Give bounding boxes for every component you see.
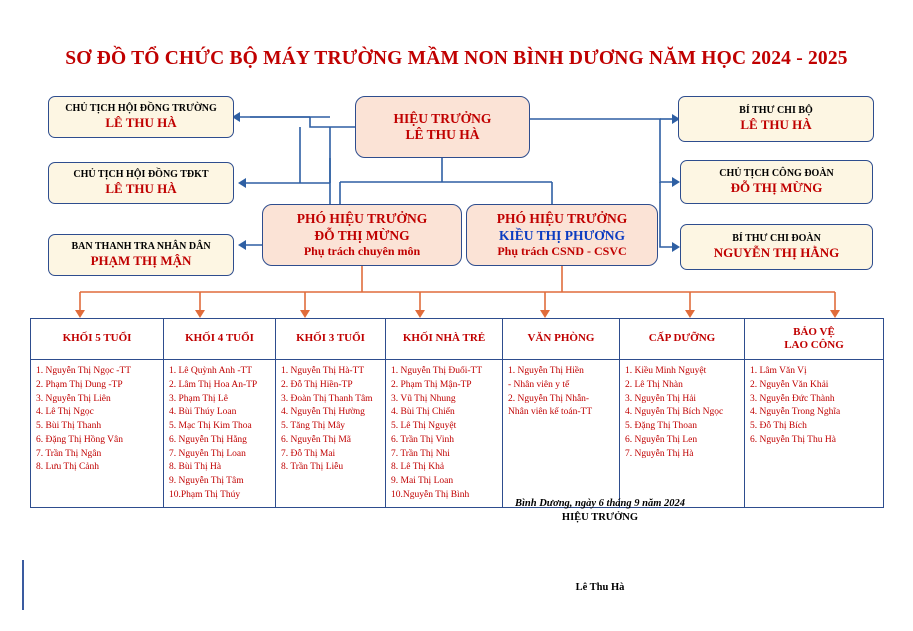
box-school-council-chair[interactable]: [48, 96, 234, 138]
list-item: 3. Phạm Thị Lê: [169, 393, 228, 404]
list-item: 1. Lê Quỳnh Anh -TT: [169, 366, 253, 376]
list-item: 4. Lê Thị Ngọc: [36, 407, 94, 418]
table-header-cell: BẢO VỆ LAO CÔNG: [745, 319, 884, 360]
table-header-cell: CẤP DƯỠNG: [620, 319, 745, 360]
list-item: 1. Nguyễn Thị Ngọc -TT: [36, 366, 132, 376]
list-item: 2. Phạm Thị Mận-TP: [391, 379, 472, 390]
list-item: 5. Mạc Thị Kim Thoa: [169, 421, 252, 432]
staff-table: [30, 318, 884, 508]
box-party-cell-secretary[interactable]: [678, 96, 874, 142]
list-item: 3. Nguyễn Thị Liên: [36, 393, 111, 404]
box-principal-name: LÊ THU HÀ: [405, 127, 480, 142]
list-item: 2. Nguyễn Thị Nhẫn-: [508, 393, 590, 404]
table-cell: [164, 360, 276, 508]
list-item: 6. Nguyễn Thị Len: [625, 434, 698, 445]
staff-list: [36, 365, 159, 475]
table-row: [31, 360, 884, 508]
list-item: Nhân viên kế toán-TT: [508, 407, 593, 418]
list-item: 3. Nguyễn Đức Thành: [750, 393, 835, 404]
box-union-chair[interactable]: [680, 160, 873, 204]
list-item: 1. Nguyễn Thị Đuổi-TT: [391, 366, 483, 376]
list-item: 2. Lê Thị Nhàn: [625, 379, 683, 390]
table-cell: [620, 360, 745, 508]
box-principal[interactable]: [355, 96, 530, 158]
box-tdkt-council-chair-role: CHỦ TỊCH HỘI ĐỒNG TĐKT: [73, 168, 209, 180]
box-vice-principal-facilities[interactable]: [466, 204, 658, 266]
table-header-cell: KHỐI 4 TUỔI: [164, 319, 276, 360]
left-margin-bar: [22, 560, 24, 610]
list-item: 7. Trần Thị Ngân: [36, 448, 102, 459]
box-school-council-chair-role: CHỦ TỊCH HỘI ĐỒNG TRƯỜNG: [65, 102, 217, 114]
box-vice-principal-academic-duty: Phụ trách chuyên môn: [303, 244, 421, 259]
list-item: 6. Nguyễn Thị Mã: [281, 434, 352, 445]
list-item: 10.Nguyễn Thị Bình: [391, 489, 470, 500]
box-union-chair-role: CHỦ TỊCH CÔNG ĐOÀN: [719, 167, 834, 179]
list-item: 4. Bùi Thúy Loan: [169, 407, 237, 418]
list-item: 8. Lê Thị Khả: [391, 462, 445, 473]
box-school-council-chair-name: LÊ THU HÀ: [105, 115, 177, 131]
box-vice-principal-facilities-duty: Phụ trách CSND - CSVC: [497, 244, 627, 259]
list-item: 9. Nguyễn Thị Tâm: [169, 476, 244, 487]
box-party-cell-secretary-role: BÍ THƯ CHI BỘ: [739, 104, 813, 116]
list-item: 4. Bùi Thị Chiến: [391, 407, 455, 418]
table-header-cell: KHỐI 3 TUỔI: [276, 319, 386, 360]
box-tdkt-council-chair-name: LÊ THU HÀ: [105, 181, 177, 197]
list-item: 7. Nguyễn Thị Hà: [625, 448, 694, 459]
table-header-cell: KHỐI NHÀ TRẺ: [386, 319, 503, 360]
list-item: 4. Nguyễn Thị Hường: [281, 407, 365, 418]
list-item: 7. Đỗ Thị Mai: [281, 448, 336, 459]
staff-list: [391, 365, 498, 503]
box-vice-principal-academic-name: ĐỖ THỊ MỪNG: [314, 227, 410, 243]
staff-list: [625, 365, 740, 461]
table-cell: [276, 360, 386, 508]
list-item: - Nhân viên y tế: [508, 379, 570, 390]
box-vice-principal-academic-role: PHÓ HIỆU TRƯỞNG: [296, 211, 428, 227]
list-item: 6. Nguyễn Thị Hằng: [169, 434, 247, 445]
page-title: SƠ ĐỒ TỔ CHỨC BỘ MÁY TRƯỜNG MẦM NON BÌNH DƯƠNG NĂM HỌC 2024 - 2025: [65, 48, 848, 69]
box-vice-principal-facilities-name: KIỀU THỊ PHƯƠNG: [498, 227, 625, 243]
list-item: 2. Nguyễn Văn Khải: [750, 379, 829, 390]
staff-list: [508, 365, 615, 420]
list-item: 1. Nguyễn Thị Hiền: [508, 366, 584, 376]
box-peoples-inspection-board-role: BAN THANH TRA NHÂN DÂN: [71, 240, 211, 252]
list-item: 8. Trần Thị Liễu: [281, 462, 344, 473]
signature-role: HIỆU TRƯỞNG: [561, 512, 639, 523]
box-vice-principal-academic[interactable]: [262, 204, 462, 266]
list-item: 2. Đỗ Thị Hiền-TP: [281, 379, 353, 390]
box-vice-principal-facilities-role: PHÓ HIỆU TRƯỞNG: [496, 211, 628, 227]
box-tdkt-council-chair[interactable]: [48, 162, 234, 204]
list-item: 5. Tăng Thị Mây: [281, 421, 346, 432]
list-item: 6. Nguyễn Thị Thu Hà: [750, 434, 836, 445]
list-item: 1. Kiều Minh Nguyệt: [625, 366, 707, 376]
box-peoples-inspection-board[interactable]: [48, 234, 234, 276]
list-item: 9. Mai Thị Loan: [391, 476, 454, 487]
list-item: 6. Trần Thị Vinh: [391, 434, 454, 445]
list-item: 7. Trần Thị Nhi: [391, 448, 450, 459]
staff-list: [750, 365, 879, 448]
box-peoples-inspection-board-name: PHẠM THỊ MẬN: [90, 253, 192, 269]
table-cell: [386, 360, 503, 508]
list-item: 2. Phạm Thị Dung -TP: [36, 379, 123, 390]
list-item: 2. Lâm Thị Hoa An-TP: [169, 379, 258, 390]
box-principal-role: HIỆU TRƯỞNG: [393, 110, 492, 126]
staff-list: [169, 365, 271, 503]
staff-list: [281, 365, 381, 475]
signature-date: Bình Dương, ngày 6 tháng 9 năm 2024: [514, 498, 686, 509]
list-item: 4. Nguyễn Trong Nghĩa: [750, 407, 841, 418]
list-item: 3. Đoàn Thị Thanh Tâm: [281, 393, 373, 404]
list-item: 5. Bùi Thị Thanh: [36, 421, 102, 432]
signature-name: Lê Thu Hà: [575, 582, 625, 593]
table-cell: [31, 360, 164, 508]
list-item: 3. Vũ Thị Nhung: [391, 393, 456, 404]
list-item: 5. Đỗ Thị Bích: [750, 421, 807, 432]
table-header-cell: KHỐI 5 TUỔI: [31, 319, 164, 360]
list-item: 7. Nguyễn Thị Loan: [169, 448, 246, 459]
list-item: 3. Nguyễn Thị Hải: [625, 393, 697, 404]
table-cell: [503, 360, 620, 508]
table-header-row: [31, 319, 884, 360]
list-item: 1. Lâm Văn Vị: [750, 366, 807, 376]
list-item: 8. Bùi Thị Hà: [169, 462, 222, 473]
box-youth-union-secretary-name: NGUYỄN THỊ HẰNG: [713, 245, 840, 261]
box-youth-union-secretary-role: BÍ THƯ CHI ĐOÀN: [732, 232, 821, 244]
list-item: 5. Lê Thị Nguyệt: [391, 421, 457, 432]
list-item: 8. Lưu Thị Cảnh: [36, 462, 100, 473]
box-party-cell-secretary-name: LÊ THU HÀ: [740, 117, 812, 133]
table-header-cell: VĂN PHÒNG: [503, 319, 620, 360]
table-cell: [745, 360, 884, 508]
list-item: 10.Phạm Thị Thúy: [169, 489, 241, 500]
list-item: 1. Nguyễn Thị Hà-TT: [281, 366, 365, 376]
list-item: 4. Nguyễn Thị Bích Ngọc: [625, 407, 724, 418]
list-item: 5. Đặng Thị Thoan: [625, 421, 697, 432]
list-item: 6. Đặng Thị Hồng Vân: [36, 434, 123, 445]
box-youth-union-secretary[interactable]: [680, 224, 873, 270]
box-union-chair-name: ĐỖ THỊ MỪNG: [730, 180, 823, 196]
